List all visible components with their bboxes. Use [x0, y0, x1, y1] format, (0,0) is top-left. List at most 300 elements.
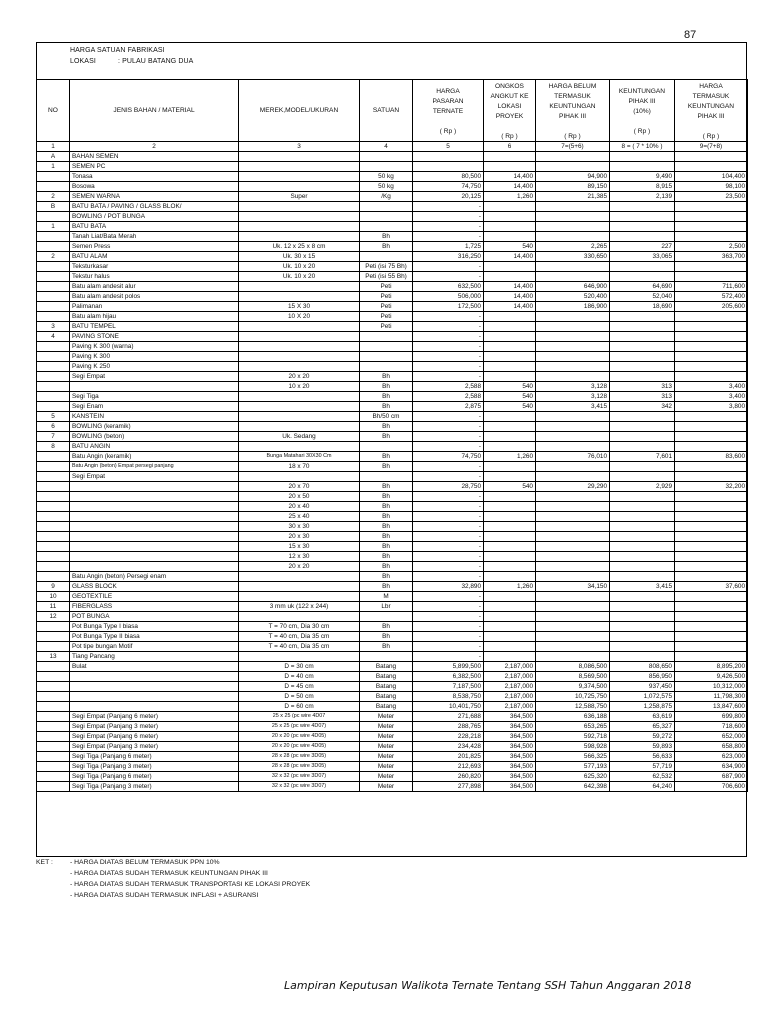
cell-no	[37, 172, 70, 182]
table-row	[37, 592, 748, 602]
cell-no	[37, 752, 70, 762]
cell-profit	[610, 232, 675, 242]
cell-price-before: 10,725,750	[536, 692, 610, 702]
cell-no	[37, 722, 70, 732]
cell-transport: 540	[484, 402, 536, 412]
cell-price-before: 330,650	[536, 252, 610, 262]
cell-unit: Bh	[360, 232, 413, 242]
cell-price-incl	[675, 562, 748, 572]
cell-brand: D = 40 cm	[239, 672, 360, 682]
cell-transport	[484, 532, 536, 542]
cell-price-incl	[675, 202, 748, 212]
cell-market-price: -	[413, 412, 484, 422]
cell-price-incl	[675, 362, 748, 372]
header-line	[415, 116, 481, 126]
cell-material: KANSTEIN	[70, 412, 239, 422]
cell-brand: 20 x 20	[239, 372, 360, 382]
cell-no: 13	[37, 652, 70, 662]
cell-price-before	[536, 352, 610, 362]
table-row	[37, 232, 748, 242]
cell-price-incl: 711,600	[675, 282, 748, 292]
cell-price-incl	[675, 592, 748, 602]
cell-material: BOWLING / POT BUNGA	[70, 212, 239, 222]
cell-unit: Bh	[360, 432, 413, 442]
cell-transport	[484, 412, 536, 422]
cell-unit: Peti	[360, 282, 413, 292]
cell-material	[70, 682, 239, 692]
cell-transport: 2,187,000	[484, 672, 536, 682]
cell-transport: 14,400	[484, 302, 536, 312]
header-line: TERMASUK	[554, 92, 591, 100]
cell-no: 8	[37, 442, 70, 452]
cell-brand: 25 x 25 (pc wire 4D07)	[239, 722, 360, 732]
cell-material: BOWLING (keramik)	[70, 422, 239, 432]
cell-brand: 20 x 50	[239, 492, 360, 502]
cell-unit: Bh	[360, 622, 413, 632]
cell-unit: Bh	[360, 562, 413, 572]
cell-material: Segi Tiga	[70, 392, 239, 402]
cell-market-price: -	[413, 602, 484, 612]
cell-market-price: -	[413, 642, 484, 652]
cell-material	[70, 532, 239, 542]
cell-material: Batu Angin (beton) Persegi enam	[70, 572, 239, 582]
page-number: 87	[684, 29, 697, 41]
cell-no: 11	[37, 602, 70, 612]
cell-price-before	[536, 512, 610, 522]
cell-profit	[610, 332, 675, 342]
cell-price-incl: 687,900	[675, 772, 748, 782]
cell-profit	[610, 442, 675, 452]
cell-brand: T = 40 cm, Dia 35 cm	[239, 642, 360, 652]
table-row	[37, 552, 748, 562]
table-row	[37, 532, 748, 542]
cell-profit: 33,065	[610, 252, 675, 262]
cell-no	[37, 312, 70, 322]
cell-price-before	[536, 622, 610, 632]
price-table-body	[37, 80, 748, 792]
cell-price-incl: 11,798,300	[675, 692, 748, 702]
cell-no	[37, 712, 70, 722]
header-line: KEUNTUNGAN	[618, 87, 666, 95]
cell-price-incl	[675, 612, 748, 622]
cell-no	[37, 362, 70, 372]
cell-brand: Uk. 12 x 25 x 8 cm	[239, 242, 360, 252]
table-row	[37, 662, 748, 672]
cell-transport	[484, 522, 536, 532]
cell-material: Segi Empat	[70, 372, 239, 382]
column-number: 4	[360, 142, 413, 152]
header-line: ( Rp )	[501, 132, 518, 140]
cell-price-incl	[675, 212, 748, 222]
header-line	[486, 121, 533, 131]
cell-no	[37, 732, 70, 742]
cell-price-incl	[675, 502, 748, 512]
cell-price-incl: 8,895,200	[675, 662, 748, 672]
cell-brand: 12 x 30	[239, 552, 360, 562]
cell-market-price: -	[413, 572, 484, 582]
table-row	[37, 452, 748, 462]
cell-unit: Bh	[360, 542, 413, 552]
cell-profit: 3,415	[610, 582, 675, 592]
cell-brand: Uk. 30 x 15	[239, 252, 360, 262]
cell-price-incl: 32,200	[675, 482, 748, 492]
cell-material: Segi Tiga (Panjang 6 meter)	[70, 772, 239, 782]
cell-no: 2	[37, 252, 70, 262]
cell-brand: 3 mm uk (122 x 244)	[239, 602, 360, 612]
cell-price-before: 653,265	[536, 722, 610, 732]
cell-brand	[239, 352, 360, 362]
cell-brand: 10 X 20	[239, 312, 360, 322]
cell-unit: Bh	[360, 582, 413, 592]
cell-market-price: -	[413, 232, 484, 242]
cell-unit: Lbr	[360, 602, 413, 612]
table-row	[37, 422, 748, 432]
cell-price-before: 186,900	[536, 302, 610, 312]
cell-no	[37, 212, 70, 222]
cell-price-incl	[675, 622, 748, 632]
cell-material	[70, 552, 239, 562]
cell-price-incl: 623,000	[675, 752, 748, 762]
cell-material: BOWLING (beton)	[70, 432, 239, 442]
col-header-price-before	[536, 80, 610, 142]
cell-brand	[239, 212, 360, 222]
cell-price-before: 2,265	[536, 242, 610, 252]
cell-price-incl: 2,500	[675, 242, 748, 252]
cell-price-incl: 104,400	[675, 172, 748, 182]
cell-transport	[484, 342, 536, 352]
table-row	[37, 502, 748, 512]
cell-material: Paving K 300 (warna)	[70, 342, 239, 352]
cell-price-before: 8,086,500	[536, 662, 610, 672]
cell-unit: Bh	[360, 382, 413, 392]
header-line	[538, 121, 607, 131]
cell-price-incl: 718,600	[675, 722, 748, 732]
cell-transport	[484, 362, 536, 372]
cell-profit	[610, 322, 675, 332]
cell-market-price: -	[413, 512, 484, 522]
cell-market-price: -	[413, 442, 484, 452]
cell-no	[37, 472, 70, 482]
cell-profit	[610, 652, 675, 662]
cell-material	[70, 512, 239, 522]
cell-no	[37, 782, 70, 792]
cell-material: PAVING STONE	[70, 332, 239, 342]
table-row	[37, 382, 748, 392]
table-row	[37, 282, 748, 292]
cell-profit: 313	[610, 392, 675, 402]
cell-material: Batu Angin (keramik)	[70, 452, 239, 462]
table-row	[37, 622, 748, 632]
cell-material: BATU BATA	[70, 222, 239, 232]
cell-unit: Meter	[360, 782, 413, 792]
cell-transport	[484, 562, 536, 572]
cell-market-price: -	[413, 502, 484, 512]
cell-material	[70, 702, 239, 712]
cell-brand	[239, 322, 360, 332]
cell-market-price: 10,401,750	[413, 702, 484, 712]
cell-no	[37, 702, 70, 712]
cell-profit	[610, 572, 675, 582]
cell-unit: 50 kg	[360, 182, 413, 192]
cell-profit: 2,139	[610, 192, 675, 202]
header-line: HARGA	[699, 82, 723, 90]
cell-transport: 14,400	[484, 172, 536, 182]
cell-price-incl	[675, 532, 748, 542]
cell-brand: 25 x 25 (pc wire 4D07	[239, 712, 360, 722]
cell-transport: 364,500	[484, 772, 536, 782]
cell-profit	[610, 522, 675, 532]
table-row	[37, 732, 748, 742]
cell-brand	[239, 202, 360, 212]
cell-brand: 20 x 20 (pc wire 4D05)	[239, 732, 360, 742]
cell-transport: 14,400	[484, 292, 536, 302]
cell-transport	[484, 652, 536, 662]
cell-price-before	[536, 502, 610, 512]
cell-price-before: 76,010	[536, 452, 610, 462]
cell-unit	[360, 342, 413, 352]
cell-transport: 1,260	[484, 452, 536, 462]
cell-material: Tiang Pancang	[70, 652, 239, 662]
table-row	[37, 712, 748, 722]
cell-no	[37, 762, 70, 772]
cell-brand: 32 x 32 (pc wire 3D07)	[239, 782, 360, 792]
cell-market-price: -	[413, 542, 484, 552]
cell-profit	[610, 372, 675, 382]
cell-price-before	[536, 572, 610, 582]
header-line: PIHAK III	[697, 112, 725, 120]
cell-price-before	[536, 532, 610, 542]
cell-transport: 2,187,000	[484, 682, 536, 692]
cell-material: Batu alam andesit alur	[70, 282, 239, 292]
cell-brand	[239, 572, 360, 582]
cell-transport: 540	[484, 382, 536, 392]
cell-brand: 20 x 20 (pc wire 4D05)	[239, 742, 360, 752]
table-row	[37, 772, 748, 782]
cell-unit: Bh	[360, 512, 413, 522]
cell-market-price: 288,765	[413, 722, 484, 732]
header-line	[677, 121, 745, 131]
cell-brand	[239, 392, 360, 402]
cell-unit	[360, 332, 413, 342]
cell-profit	[610, 422, 675, 432]
cell-market-price: 5,899,500	[413, 662, 484, 672]
table-row	[37, 602, 748, 612]
cell-brand	[239, 292, 360, 302]
cell-market-price: 1,725	[413, 242, 484, 252]
col-header-no: NO	[37, 80, 70, 142]
cell-material: Batu alam hijau	[70, 312, 239, 322]
cell-unit: Meter	[360, 732, 413, 742]
cell-market-price: 201,825	[413, 752, 484, 762]
cell-price-incl	[675, 152, 748, 162]
header-line: LOKASI	[497, 102, 522, 110]
cell-unit	[360, 152, 413, 162]
cell-transport	[484, 612, 536, 622]
cell-transport: 14,400	[484, 182, 536, 192]
cell-unit	[360, 362, 413, 372]
cell-profit: 1,258,875	[610, 702, 675, 712]
notes-block	[36, 857, 310, 901]
cell-unit: Peti	[360, 322, 413, 332]
cell-price-before	[536, 442, 610, 452]
table-row	[37, 372, 748, 382]
cell-transport: 364,500	[484, 742, 536, 752]
cell-transport: 14,400	[484, 282, 536, 292]
cell-profit	[610, 602, 675, 612]
cell-material: BATU BATA / PAVING / GLASS BLOK/	[70, 202, 239, 212]
cell-price-before	[536, 272, 610, 282]
column-number: 6	[484, 142, 536, 152]
cell-transport	[484, 592, 536, 602]
cell-market-price: 20,125	[413, 192, 484, 202]
cell-price-incl	[675, 602, 748, 612]
table-row	[37, 582, 748, 592]
header-line: ( Rp )	[702, 132, 720, 140]
cell-brand	[239, 612, 360, 622]
cell-unit	[360, 442, 413, 452]
cell-price-incl	[675, 222, 748, 232]
table-row	[37, 192, 748, 202]
cell-market-price: 316,250	[413, 252, 484, 262]
cell-transport	[484, 462, 536, 472]
cell-material: Palimanan	[70, 302, 239, 312]
cell-profit	[610, 162, 675, 172]
cell-transport: 2,187,000	[484, 702, 536, 712]
cell-transport	[484, 442, 536, 452]
cell-price-incl: 98,100	[675, 182, 748, 192]
cell-unit: Meter	[360, 742, 413, 752]
cell-market-price: -	[413, 222, 484, 232]
cell-transport: 364,500	[484, 752, 536, 762]
cell-brand: Uk. 10 x 20	[239, 262, 360, 272]
cell-transport	[484, 642, 536, 652]
cell-price-before: 598,928	[536, 742, 610, 752]
cell-no: 6	[37, 422, 70, 432]
col-header-brand: MEREK,MODEL/UKURAN	[239, 80, 360, 142]
cell-brand: 20 x 20	[239, 562, 360, 572]
cell-transport: 540	[484, 392, 536, 402]
cell-brand: 28 x 28 (pc wire 3D05)	[239, 762, 360, 772]
cell-price-before	[536, 342, 610, 352]
cell-material	[70, 692, 239, 702]
cell-no	[37, 502, 70, 512]
cell-market-price: -	[413, 532, 484, 542]
cell-transport	[484, 162, 536, 172]
cell-market-price: 74,750	[413, 452, 484, 462]
col-header-unit: SATUAN	[360, 80, 413, 142]
cell-market-price: 506,000	[413, 292, 484, 302]
cell-unit: Bh	[360, 482, 413, 492]
cell-profit	[610, 472, 675, 482]
cell-material: BATU TEMPEL	[70, 322, 239, 332]
cell-transport	[484, 472, 536, 482]
cell-unit	[360, 612, 413, 622]
cell-market-price	[413, 162, 484, 172]
cell-price-incl	[675, 522, 748, 532]
cell-material: Pot Bunga Type I biasa	[70, 622, 239, 632]
cell-price-before: 8,569,500	[536, 672, 610, 682]
cell-brand: T = 40 cm, Dia 35 cm	[239, 632, 360, 642]
cell-no	[37, 572, 70, 582]
cell-price-before	[536, 412, 610, 422]
cell-unit: Bh	[360, 242, 413, 252]
column-number: 5	[413, 142, 484, 152]
cell-price-before	[536, 602, 610, 612]
table-row	[37, 742, 748, 752]
cell-price-incl: 205,600	[675, 302, 748, 312]
cell-brand	[239, 472, 360, 482]
cell-transport: 540	[484, 482, 536, 492]
table-row	[37, 702, 748, 712]
cell-no: 10	[37, 592, 70, 602]
cell-profit: 342	[610, 402, 675, 412]
cell-profit: 59,893	[610, 742, 675, 752]
cell-profit: 8,915	[610, 182, 675, 192]
cell-profit	[610, 432, 675, 442]
cell-market-price: -	[413, 202, 484, 212]
cell-price-incl: 3,400	[675, 392, 748, 402]
cell-unit	[360, 252, 413, 262]
cell-brand: 20 x 30	[239, 532, 360, 542]
col-header-profit	[610, 80, 675, 142]
table-row	[37, 242, 748, 252]
cell-brand	[239, 222, 360, 232]
cell-price-incl: 572,400	[675, 292, 748, 302]
table-row	[37, 482, 748, 492]
cell-brand: 18 x 70	[239, 462, 360, 472]
cell-material: BAHAN SEMEN	[70, 152, 239, 162]
cell-profit	[610, 212, 675, 222]
cell-material: GLASS BLOCK	[70, 582, 239, 592]
cell-profit: 9,490	[610, 172, 675, 182]
table-row	[37, 782, 748, 792]
cell-transport: 364,500	[484, 762, 536, 772]
cell-no	[37, 262, 70, 272]
table-row	[37, 512, 748, 522]
cell-market-price: 212,693	[413, 762, 484, 772]
cell-material: Teksturkasar	[70, 262, 239, 272]
cell-price-incl: 3,800	[675, 402, 748, 412]
cell-market-price: -	[413, 552, 484, 562]
cell-brand: 10 x 20	[239, 382, 360, 392]
cell-price-before	[536, 642, 610, 652]
cell-price-incl: 83,600	[675, 452, 748, 462]
cell-price-incl: 23,500	[675, 192, 748, 202]
table-row	[37, 722, 748, 732]
cell-brand	[239, 182, 360, 192]
cell-price-incl	[675, 632, 748, 642]
cell-material: BATU ALAM	[70, 252, 239, 262]
cell-brand	[239, 442, 360, 452]
cell-profit	[610, 552, 675, 562]
cell-no	[37, 462, 70, 472]
cell-no	[37, 392, 70, 402]
cell-brand	[239, 582, 360, 592]
table-row	[37, 272, 748, 282]
cell-no	[37, 232, 70, 242]
cell-no: 12	[37, 612, 70, 622]
column-number-row	[37, 142, 748, 152]
cell-unit: Bh	[360, 422, 413, 432]
cell-profit: 64,690	[610, 282, 675, 292]
cell-no	[37, 452, 70, 462]
cell-price-before	[536, 222, 610, 232]
cell-no: 2	[37, 192, 70, 202]
cell-material: Tanah Liat/Bata Merah	[70, 232, 239, 242]
table-row	[37, 262, 748, 272]
cell-profit	[610, 412, 675, 422]
cell-unit	[360, 352, 413, 362]
